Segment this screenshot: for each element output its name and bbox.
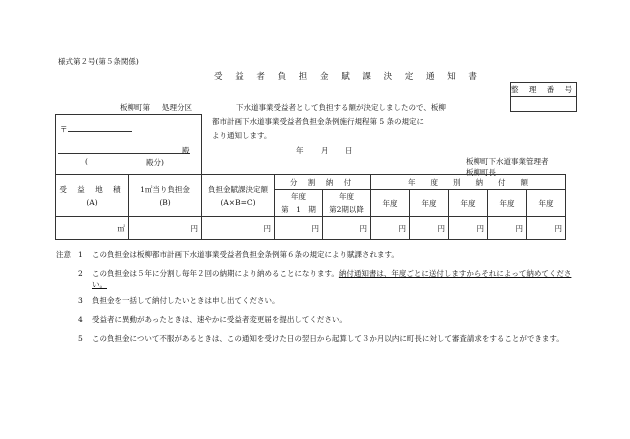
date-month: 月	[321, 146, 329, 155]
header-total: 負担金賦課決定額 (A×B=C)	[202, 175, 275, 217]
postal-code-line[interactable]	[68, 131, 132, 132]
note-item-2-underlined: 納付通知書は、年度ごとに送付しますからそれによって納めてください。	[92, 269, 572, 289]
header-year-2: 年度	[410, 190, 449, 217]
recipient-name-line[interactable]	[58, 153, 190, 154]
cell-inst-2[interactable]: 円	[323, 217, 371, 240]
header-year-1: 年度	[371, 190, 410, 217]
district-unit: 処理分区	[162, 103, 192, 112]
form-number-label: 様式第２号(第５条関係)	[58, 57, 139, 66]
header-yearly: 年 度 別 納 付 額	[371, 175, 566, 190]
note-item-3: 3 負担金を一括して納付したいときは申し出てください。	[78, 296, 280, 305]
cell-year-1[interactable]: 円	[371, 217, 410, 240]
header-unit-price: 1㎡当り負担金 (B)	[129, 175, 202, 217]
note-item-1: 1 この負担金は板柳都市計画下水道事業受益者負担金条例第６条の規定により賦課されます。	[78, 250, 399, 259]
page-title: 受 益 者 負 担 金 賦 課 決 定 通 知 書	[214, 72, 482, 82]
district-town: 板柳町第	[120, 103, 150, 112]
cell-year-3[interactable]: 円	[449, 217, 488, 240]
bracket-open: (	[85, 157, 88, 166]
cell-inst-1[interactable]: 円	[275, 217, 323, 240]
notice-text-line2: 都市計画下水道事業受益者負担金条例施行規程第 5 条の規定に	[212, 117, 425, 126]
header-installment: 分 割 納 付	[275, 175, 371, 190]
reference-number-label: 整 理 番 号	[511, 83, 577, 97]
address-box	[55, 114, 202, 175]
header-year-3: 年度	[449, 190, 488, 217]
date-day: 日	[345, 146, 353, 155]
notice-text-line1: 下水道事業受益者として負担する額が決定しましたので、板柳	[236, 103, 446, 112]
cell-total[interactable]: 円	[202, 217, 275, 240]
header-area: 受 益 地 積 (A)	[56, 175, 129, 217]
note-item-4: 4 受益者に異動があったときは、速やかに受益者変更届を提出してください。	[78, 315, 347, 324]
notes-label: 注意	[56, 250, 71, 259]
cell-unit-price[interactable]: 円	[129, 217, 202, 240]
postal-mark: 〒	[60, 125, 68, 134]
cell-area[interactable]: ㎡	[56, 217, 129, 240]
header-year-4: 年度	[488, 190, 527, 217]
date-year: 年	[296, 146, 304, 155]
cell-year-4[interactable]: 円	[488, 217, 527, 240]
issuer-line2: 板柳町長	[466, 168, 496, 177]
header-year-5: 年度	[527, 190, 566, 217]
cell-year-2[interactable]: 円	[410, 217, 449, 240]
bracket-close-label: 殿分)	[146, 158, 164, 167]
notice-text-line3: より通知します。	[212, 131, 272, 140]
dono-label: 殿	[182, 146, 190, 155]
reference-number-box	[510, 82, 577, 112]
note-item-2: 2 この負担金は５年に分割し毎年２回の納期により納めることになります。納付通知書は、年度ごとに送付しますからそれによって納めてください。	[78, 269, 572, 289]
header-inst-1: 年度 第 1 期	[275, 190, 323, 217]
assessment-table	[55, 174, 566, 240]
cell-year-5[interactable]: 円	[527, 217, 566, 240]
issuer-line1: 板柳町下水道事業管理者	[466, 157, 549, 166]
header-inst-2: 年度 第2期以降	[323, 190, 371, 217]
note-item-5: 5 この負担金について不服があるときは、この通知を受けた日の翌日から起算して３か月以内に町長に対して審査請求をすることができます。	[78, 334, 564, 343]
reference-number-field[interactable]	[511, 97, 577, 112]
